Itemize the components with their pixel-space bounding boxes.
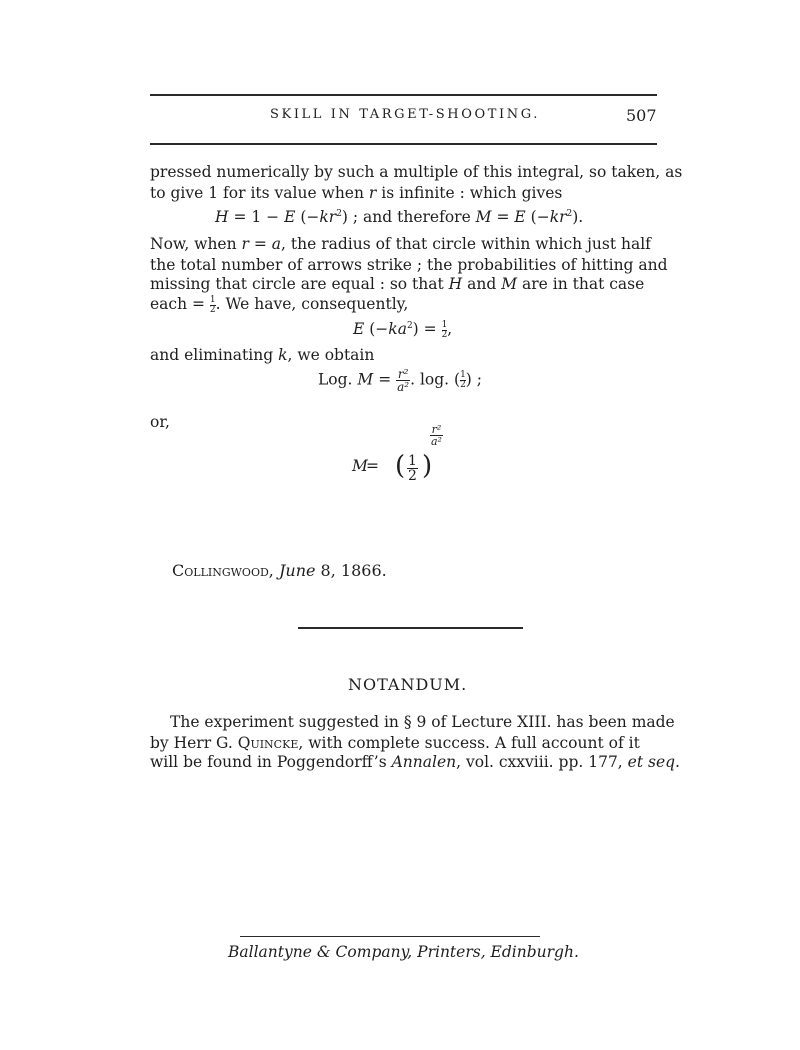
equation-1: H = 1 − E $(-kr^2)$ ; and therefore M = E $(-kr^2)$. xyxy=(215,208,584,226)
fraction-half: $\frac{1}{2}$ xyxy=(441,319,448,340)
fraction-half: $\frac{1}{2}$ xyxy=(460,370,466,390)
body-or: or, xyxy=(150,413,170,431)
section-divider xyxy=(298,627,523,629)
equation-3: Log. M = $\frac{\text{r²}}{\text{a²}}$ . log. ( $\frac{1}{2}$) ; xyxy=(318,367,482,394)
header-top-rule xyxy=(150,94,657,96)
body-line-4: the total number of arrows strike ; the probabilities of hitting and xyxy=(150,256,668,274)
equation-4: M = ( $\frac{1}{2}$ ) $\frac{\text{r²}}{\text{a²}}$ xyxy=(352,423,442,484)
page-number: 507 xyxy=(626,106,657,125)
body-line-6: each = $\frac{1}{2}$. We have, consequently, xyxy=(150,294,409,315)
printer-imprint: Ballantyne & Company, Printers, Edinburgh. xyxy=(228,943,579,961)
header-bottom-rule xyxy=(150,143,657,145)
footer-rule xyxy=(240,936,540,937)
body-line-2: to give 1 for its value when r is infinite : which gives xyxy=(150,184,563,202)
fraction-r2-a2: $\frac{\text{r²}}{\text{a²}}$ xyxy=(397,367,410,394)
body-line-7: and eliminating k, we obtain xyxy=(150,346,375,364)
fraction-half-large: $\frac{1}{2}$ xyxy=(408,453,417,484)
exponent-r2-a2: $\frac{\text{r²}}{\text{a²}}$ xyxy=(431,423,442,448)
body-line-1: pressed numerically by such a multiple of this integral, so taken, as xyxy=(150,163,683,181)
body-line-5: missing that circle are equal : so that H and M are in that case xyxy=(150,275,645,293)
body-line-3: Now, when r = a, the radius of that circle within which just half xyxy=(150,235,651,253)
signature-line: Collingwood, June 8, 1866. xyxy=(172,561,387,580)
running-title: SKILL IN TARGET-SHOOTING. xyxy=(270,107,540,122)
paren-close: ) xyxy=(422,451,433,481)
equation-2: E $(-ka^2)$ = $\frac{1}{2}$, xyxy=(353,319,453,340)
notandum-line-2: by Herr G. Quincke, with complete success. A full account of it xyxy=(150,734,640,752)
notandum-line-3: will be found in Poggendorff’s Annalen, vol. cxxviii. pp. 177, et seq. xyxy=(150,753,680,771)
notandum-heading: NOTANDUM. xyxy=(348,675,468,694)
notandum-line-1: The experiment suggested in § 9 of Lecture XIII. has been made xyxy=(170,713,675,731)
paren-open: ( xyxy=(395,451,406,481)
fraction-half: $\frac{1}{2}$ xyxy=(209,294,216,315)
